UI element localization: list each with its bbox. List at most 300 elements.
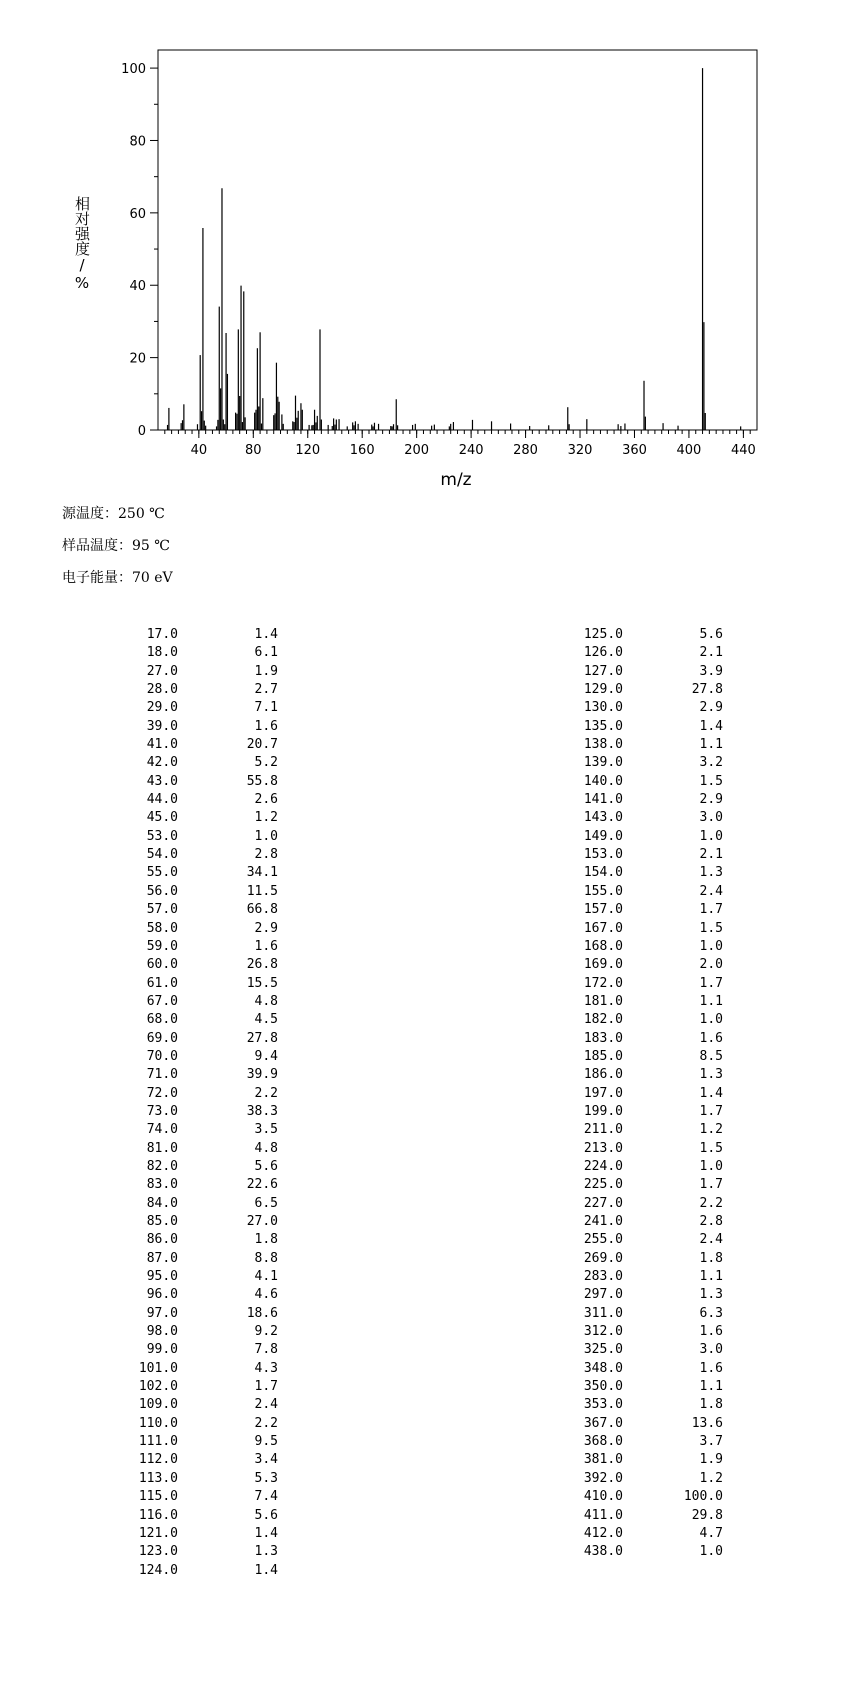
peak-table-row [575,1066,723,1084]
peak-mz: 54.0 [146,847,178,863]
peak-mz: 138.0 [583,737,623,753]
peak-table-row [575,1121,723,1139]
peak-table-row [130,1507,278,1525]
peak-mz: 412.0 [583,1525,623,1541]
peak-intensity: 5.6 [699,627,723,642]
peak-mz: 17.0 [146,627,178,642]
peak-intensity: 3.5 [254,1122,278,1138]
peak-intensity: 11.5 [246,883,278,899]
peak-table-row [130,1121,278,1139]
peak-intensity: 2.4 [254,1397,278,1413]
peak-intensity: 2.2 [254,1085,278,1101]
peak-intensity: 2.9 [699,792,723,808]
peak-mz: 255.0 [583,1232,623,1248]
peak-intensity: 2.1 [699,847,723,863]
peak-intensity: 1.9 [254,663,278,679]
peak-table-row [575,718,723,736]
peak-table-row [130,1470,278,1488]
peak-intensity: 1.0 [699,1012,723,1028]
peak-mz: 167.0 [583,920,623,936]
peak-table-row [130,718,278,736]
sample-temperature: 样品温度：95 ℃ [62,538,170,554]
peak-intensity: 2.1 [699,645,723,661]
peak-intensity: 1.6 [699,1030,723,1046]
peak-mz: 141.0 [583,792,623,808]
peak-mz: 121.0 [138,1525,178,1541]
peak-mz: 129.0 [583,682,623,698]
peak-table-row [575,1176,723,1194]
peak-mz: 28.0 [146,682,178,698]
peak-intensity: 1.6 [254,718,278,734]
peak-table-left [130,626,278,1580]
peak-mz: 41.0 [146,737,178,753]
peak-intensity: 29.8 [691,1507,723,1523]
peak-mz: 186.0 [583,1067,623,1083]
peak-mz: 183.0 [583,1030,623,1046]
peak-intensity: 9.2 [254,1324,278,1340]
peak-table-row [575,846,723,864]
peak-mz: 154.0 [583,865,623,881]
peak-table-row [575,1085,723,1103]
peak-intensity: 5.6 [254,1507,278,1523]
peak-table-row [130,993,278,1011]
peak-mz: 59.0 [146,938,178,954]
peak-intensity: 9.5 [254,1434,278,1450]
peak-table-row [130,828,278,846]
peak-mz: 116.0 [138,1507,178,1523]
peak-intensity: 1.4 [254,1562,278,1578]
peak-table-row [130,1396,278,1414]
peak-intensity: 1.1 [699,737,723,753]
peak-table-row [130,1250,278,1268]
peak-mz: 29.0 [146,700,178,716]
peak-mz: 182.0 [583,1012,623,1028]
y-axis-ticks [121,62,158,439]
y-axis-title: 相对强度/% [73,196,91,292]
peak-intensity: 1.4 [254,1525,278,1541]
peak-mz: 185.0 [583,1048,623,1064]
peak-intensity: 1.1 [699,1379,723,1395]
peak-table-row [575,938,723,956]
peak-table-row [575,1415,723,1433]
peak-table-row [575,773,723,791]
peak-table-row [130,920,278,938]
peak-intensity: 1.7 [699,1177,723,1193]
peak-table-row [130,1378,278,1396]
peak-table-row [575,1488,723,1506]
peak-table-row [130,1360,278,1378]
peak-table-right [575,626,723,1562]
peak-table-row [575,754,723,772]
peak-mz: 143.0 [583,810,623,826]
peak-intensity: 1.2 [254,810,278,826]
peak-table-row [130,1048,278,1066]
peak-table-row [575,828,723,846]
peak-mz: 123.0 [138,1544,178,1560]
peak-mz: 227.0 [583,1195,623,1211]
peak-intensity: 1.4 [699,718,723,734]
peak-table-row [575,809,723,827]
peak-table-row [575,699,723,717]
peak-mz: 241.0 [583,1214,623,1229]
peak-mz: 211.0 [583,1122,623,1138]
peak-table-row [130,809,278,827]
peak-mz: 87.0 [146,1250,178,1266]
peak-intensity: 2.8 [254,847,278,863]
peak-table-row [575,1048,723,1066]
peak-mz: 155.0 [583,883,623,899]
y-tick-label: 20 [129,351,146,367]
peak-table-row [575,1323,723,1341]
peak-mz: 130.0 [583,700,623,716]
peak-table-row [130,1213,278,1231]
peak-mz: 45.0 [146,810,178,826]
peak-intensity: 4.3 [254,1360,278,1376]
peak-mz: 27.0 [146,663,178,679]
peak-mz: 61.0 [146,975,178,991]
peak-intensity: 6.3 [699,1305,723,1321]
peak-table-row [575,1213,723,1231]
peak-mz: 350.0 [583,1379,623,1395]
peak-mz: 367.0 [583,1415,623,1431]
peak-mz: 410.0 [583,1489,623,1505]
peak-mz: 283.0 [583,1269,623,1285]
peak-intensity: 27.8 [691,682,723,698]
peak-intensity: 2.9 [699,700,723,716]
peak-mz: 153.0 [583,847,623,863]
peak-mz: 381.0 [583,1452,623,1468]
peak-intensity: 7.4 [254,1489,278,1505]
peak-table-row [130,901,278,919]
peak-mz: 42.0 [146,755,178,771]
peak-mz: 135.0 [583,718,623,734]
peak-mz: 140.0 [583,773,623,789]
peak-intensity: 4.8 [254,1140,278,1156]
peak-table-row [130,1562,278,1580]
peak-mz: 86.0 [146,1232,178,1248]
peak-table-row [575,1158,723,1176]
peak-table-row [575,1470,723,1488]
peak-mz: 124.0 [138,1562,178,1578]
peak-mz: 197.0 [583,1085,623,1101]
peak-table-row [575,1396,723,1414]
peak-mz: 348.0 [583,1360,623,1376]
peak-mz: 111.0 [138,1434,178,1450]
peak-table-row [130,1305,278,1323]
peak-mz: 109.0 [138,1397,178,1413]
x-tick-label: 400 [676,443,702,458]
peak-mz: 353.0 [583,1397,623,1413]
peak-intensity: 1.3 [254,1544,278,1560]
y-tick-label: 40 [129,279,146,295]
peak-intensity: 27.0 [246,1214,278,1229]
x-tick-label: 280 [513,443,538,458]
peak-table-row [130,1195,278,1213]
peak-mz: 44.0 [146,792,178,808]
peak-intensity: 4.5 [254,1012,278,1028]
peak-intensity: 5.6 [254,1158,278,1174]
peak-intensity: 2.2 [699,1195,723,1211]
peak-table-row [575,663,723,681]
peak-table-row [575,736,723,754]
peak-intensity: 8.8 [254,1250,278,1266]
peak-intensity: 2.2 [254,1415,278,1431]
peak-table-row [130,1341,278,1359]
peak-table-row [130,1011,278,1029]
peak-intensity: 1.7 [699,1103,723,1119]
peak-table-row [130,1103,278,1121]
peak-intensity: 7.1 [254,700,278,716]
peak-mz: 70.0 [146,1048,178,1064]
peak-mz: 67.0 [146,993,178,1009]
peak-mz: 102.0 [138,1379,178,1395]
peak-intensity: 20.7 [246,737,278,753]
peak-intensity: 1.3 [699,1067,723,1083]
peak-table-row [130,663,278,681]
peak-table-row [575,1341,723,1359]
peak-intensity: 5.3 [254,1470,278,1486]
peak-mz: 53.0 [146,828,178,844]
peak-mz: 58.0 [146,920,178,936]
peak-intensity: 1.7 [254,1379,278,1395]
peak-mz: 368.0 [583,1434,623,1450]
peak-mz: 84.0 [146,1195,178,1211]
peak-mz: 169.0 [583,957,623,973]
peak-intensity: 26.8 [246,957,278,973]
peak-intensity: 1.6 [699,1360,723,1376]
peak-intensity: 8.5 [699,1048,723,1064]
x-tick-label: 240 [458,443,484,458]
peak-table-row [575,791,723,809]
peak-table-row [130,736,278,754]
x-tick-label: 200 [404,443,430,458]
peak-mz: 157.0 [583,902,623,918]
peak-table-row [130,699,278,717]
peak-intensity: 4.7 [699,1525,723,1541]
peak-table-row [130,754,278,772]
x-tick-label: 120 [295,443,321,458]
peak-mz: 112.0 [138,1452,178,1468]
peak-table-row [130,1176,278,1194]
peak-intensity: 22.6 [246,1177,278,1193]
peak-intensity: 2.9 [254,920,278,936]
peak-intensity: 1.2 [699,1470,723,1486]
peak-table-row [130,1231,278,1249]
peak-table-row [130,1543,278,1561]
peak-table-row [575,626,723,644]
peak-mz: 411.0 [583,1507,623,1523]
peak-intensity: 1.6 [699,1324,723,1340]
peak-mz: 438.0 [583,1544,623,1560]
peak-table-row [130,956,278,974]
peak-table-row [575,1451,723,1469]
peak-table-row [575,1030,723,1048]
peak-table-row [575,920,723,938]
x-tick-label: 320 [567,443,593,458]
peak-mz: 85.0 [146,1214,178,1229]
peak-mz: 43.0 [146,773,178,789]
peak-intensity: 39.9 [246,1067,278,1083]
peak-table-row [575,1305,723,1323]
peak-mz: 83.0 [146,1177,178,1193]
peak-intensity: 3.2 [699,755,723,771]
y-tick-label: 60 [129,206,146,222]
electron-energy: 电子能量：70 eV [62,570,173,586]
peak-mz: 225.0 [583,1177,623,1193]
peak-mz: 101.0 [138,1360,178,1376]
peak-table-row [130,975,278,993]
peak-intensity: 1.0 [254,828,278,844]
y-tick-label: 100 [121,62,146,78]
peak-mz: 39.0 [146,718,178,734]
peak-intensity: 1.8 [699,1250,723,1266]
peak-intensity: 1.9 [699,1452,723,1468]
peak-intensity: 18.6 [246,1305,278,1321]
peak-table-row [575,681,723,699]
peak-mz: 96.0 [146,1287,178,1303]
peak-mz: 392.0 [583,1470,623,1486]
peak-intensity: 2.4 [699,1232,723,1248]
peak-intensity: 38.3 [246,1103,278,1119]
peak-intensity: 1.3 [699,865,723,881]
peak-intensity: 5.2 [254,755,278,771]
peak-mz: 99.0 [146,1342,178,1358]
peak-mz: 68.0 [146,1012,178,1028]
peak-intensity: 15.5 [246,975,278,991]
peak-table-row [130,864,278,882]
peak-mz: 312.0 [583,1324,623,1340]
peak-intensity: 1.0 [699,1544,723,1560]
peak-table-row [575,1525,723,1543]
peak-table-row [130,1140,278,1158]
peak-intensity: 1.1 [699,993,723,1009]
peak-intensity: 3.4 [254,1452,278,1468]
peak-mz: 71.0 [146,1067,178,1083]
peak-intensity: 4.6 [254,1287,278,1303]
peak-intensity: 1.2 [699,1122,723,1138]
peak-mz: 98.0 [146,1324,178,1340]
peak-intensity: 1.4 [699,1085,723,1101]
peak-intensity: 4.1 [254,1269,278,1285]
peak-mz: 56.0 [146,883,178,899]
peak-intensity: 1.5 [699,773,723,789]
x-axis-ticks [191,430,756,458]
peak-intensity: 1.3 [699,1287,723,1303]
peak-table-row [575,864,723,882]
peak-mz: 95.0 [146,1269,178,1285]
peak-mz: 181.0 [583,993,623,1009]
peak-mz: 172.0 [583,975,623,991]
x-tick-label: 40 [190,443,208,458]
peak-table-row [130,1286,278,1304]
peak-table-row [130,791,278,809]
peak-table-row [575,1011,723,1029]
spectrum-peaks [168,68,741,430]
peak-intensity: 2.8 [699,1214,723,1229]
peak-intensity: 66.8 [246,902,278,918]
peak-table-row [130,644,278,662]
peak-mz: 311.0 [583,1305,623,1321]
peak-intensity: 1.7 [699,975,723,991]
peak-mz: 125.0 [583,627,623,642]
peak-intensity: 1.8 [699,1397,723,1413]
peak-table-row [130,681,278,699]
mass-spectrum-chart [0,0,848,500]
x-tick-label: 160 [349,443,375,458]
peak-table-row [575,1507,723,1525]
peak-table-row [575,1543,723,1561]
peak-intensity: 1.5 [699,920,723,936]
chart-axes [158,50,757,430]
peak-mz: 110.0 [138,1415,178,1431]
peak-table-row [130,938,278,956]
peak-table-row [575,1103,723,1121]
peak-mz: 168.0 [583,938,623,954]
peak-table-row [130,1451,278,1469]
peak-table-row [575,1433,723,1451]
peak-mz: 115.0 [138,1489,178,1505]
peak-table-row [575,1268,723,1286]
peak-intensity: 7.8 [254,1342,278,1358]
peak-mz: 149.0 [583,828,623,844]
peak-mz: 57.0 [146,902,178,918]
peak-table-row [130,1066,278,1084]
peak-mz: 55.0 [146,865,178,881]
peak-table-row [130,1415,278,1433]
peak-mz: 127.0 [583,663,623,679]
peak-mz: 72.0 [146,1085,178,1101]
peak-intensity: 100.0 [683,1489,723,1505]
peak-table-row [130,773,278,791]
peak-intensity: 2.7 [254,682,278,698]
peak-table-row [130,1525,278,1543]
peak-table-row [575,1140,723,1158]
peak-mz: 60.0 [146,957,178,973]
peak-intensity: 4.8 [254,993,278,1009]
peak-table-row [130,626,278,644]
peak-intensity: 55.8 [246,773,278,789]
peak-intensity: 1.6 [254,938,278,954]
peak-mz: 325.0 [583,1342,623,1358]
source-temperature: 源温度：250 ℃ [62,506,165,522]
peak-mz: 73.0 [146,1103,178,1119]
peak-table-row [130,1030,278,1048]
peak-table-row [130,1158,278,1176]
peak-intensity: 1.0 [699,828,723,844]
peak-table-row [575,883,723,901]
peak-table-row [575,644,723,662]
x-tick-label: 80 [245,443,262,458]
peak-mz: 81.0 [146,1140,178,1156]
peak-intensity: 2.6 [254,792,278,808]
peak-intensity: 3.0 [699,810,723,826]
peak-table-row [130,1323,278,1341]
peak-table-row [130,846,278,864]
x-axis-title: m/z [440,470,472,490]
peak-mz: 69.0 [146,1030,178,1046]
peak-mz: 224.0 [583,1158,623,1174]
peak-table-row [575,1378,723,1396]
peak-table-row [130,1085,278,1103]
peak-mz: 199.0 [583,1103,623,1119]
peak-table-row [575,1286,723,1304]
peak-table-row [575,901,723,919]
peak-mz: 139.0 [583,755,623,771]
peak-mz: 18.0 [146,645,178,661]
peak-intensity: 1.7 [699,902,723,918]
peak-intensity: 6.1 [254,645,278,661]
peak-mz: 113.0 [138,1470,178,1486]
